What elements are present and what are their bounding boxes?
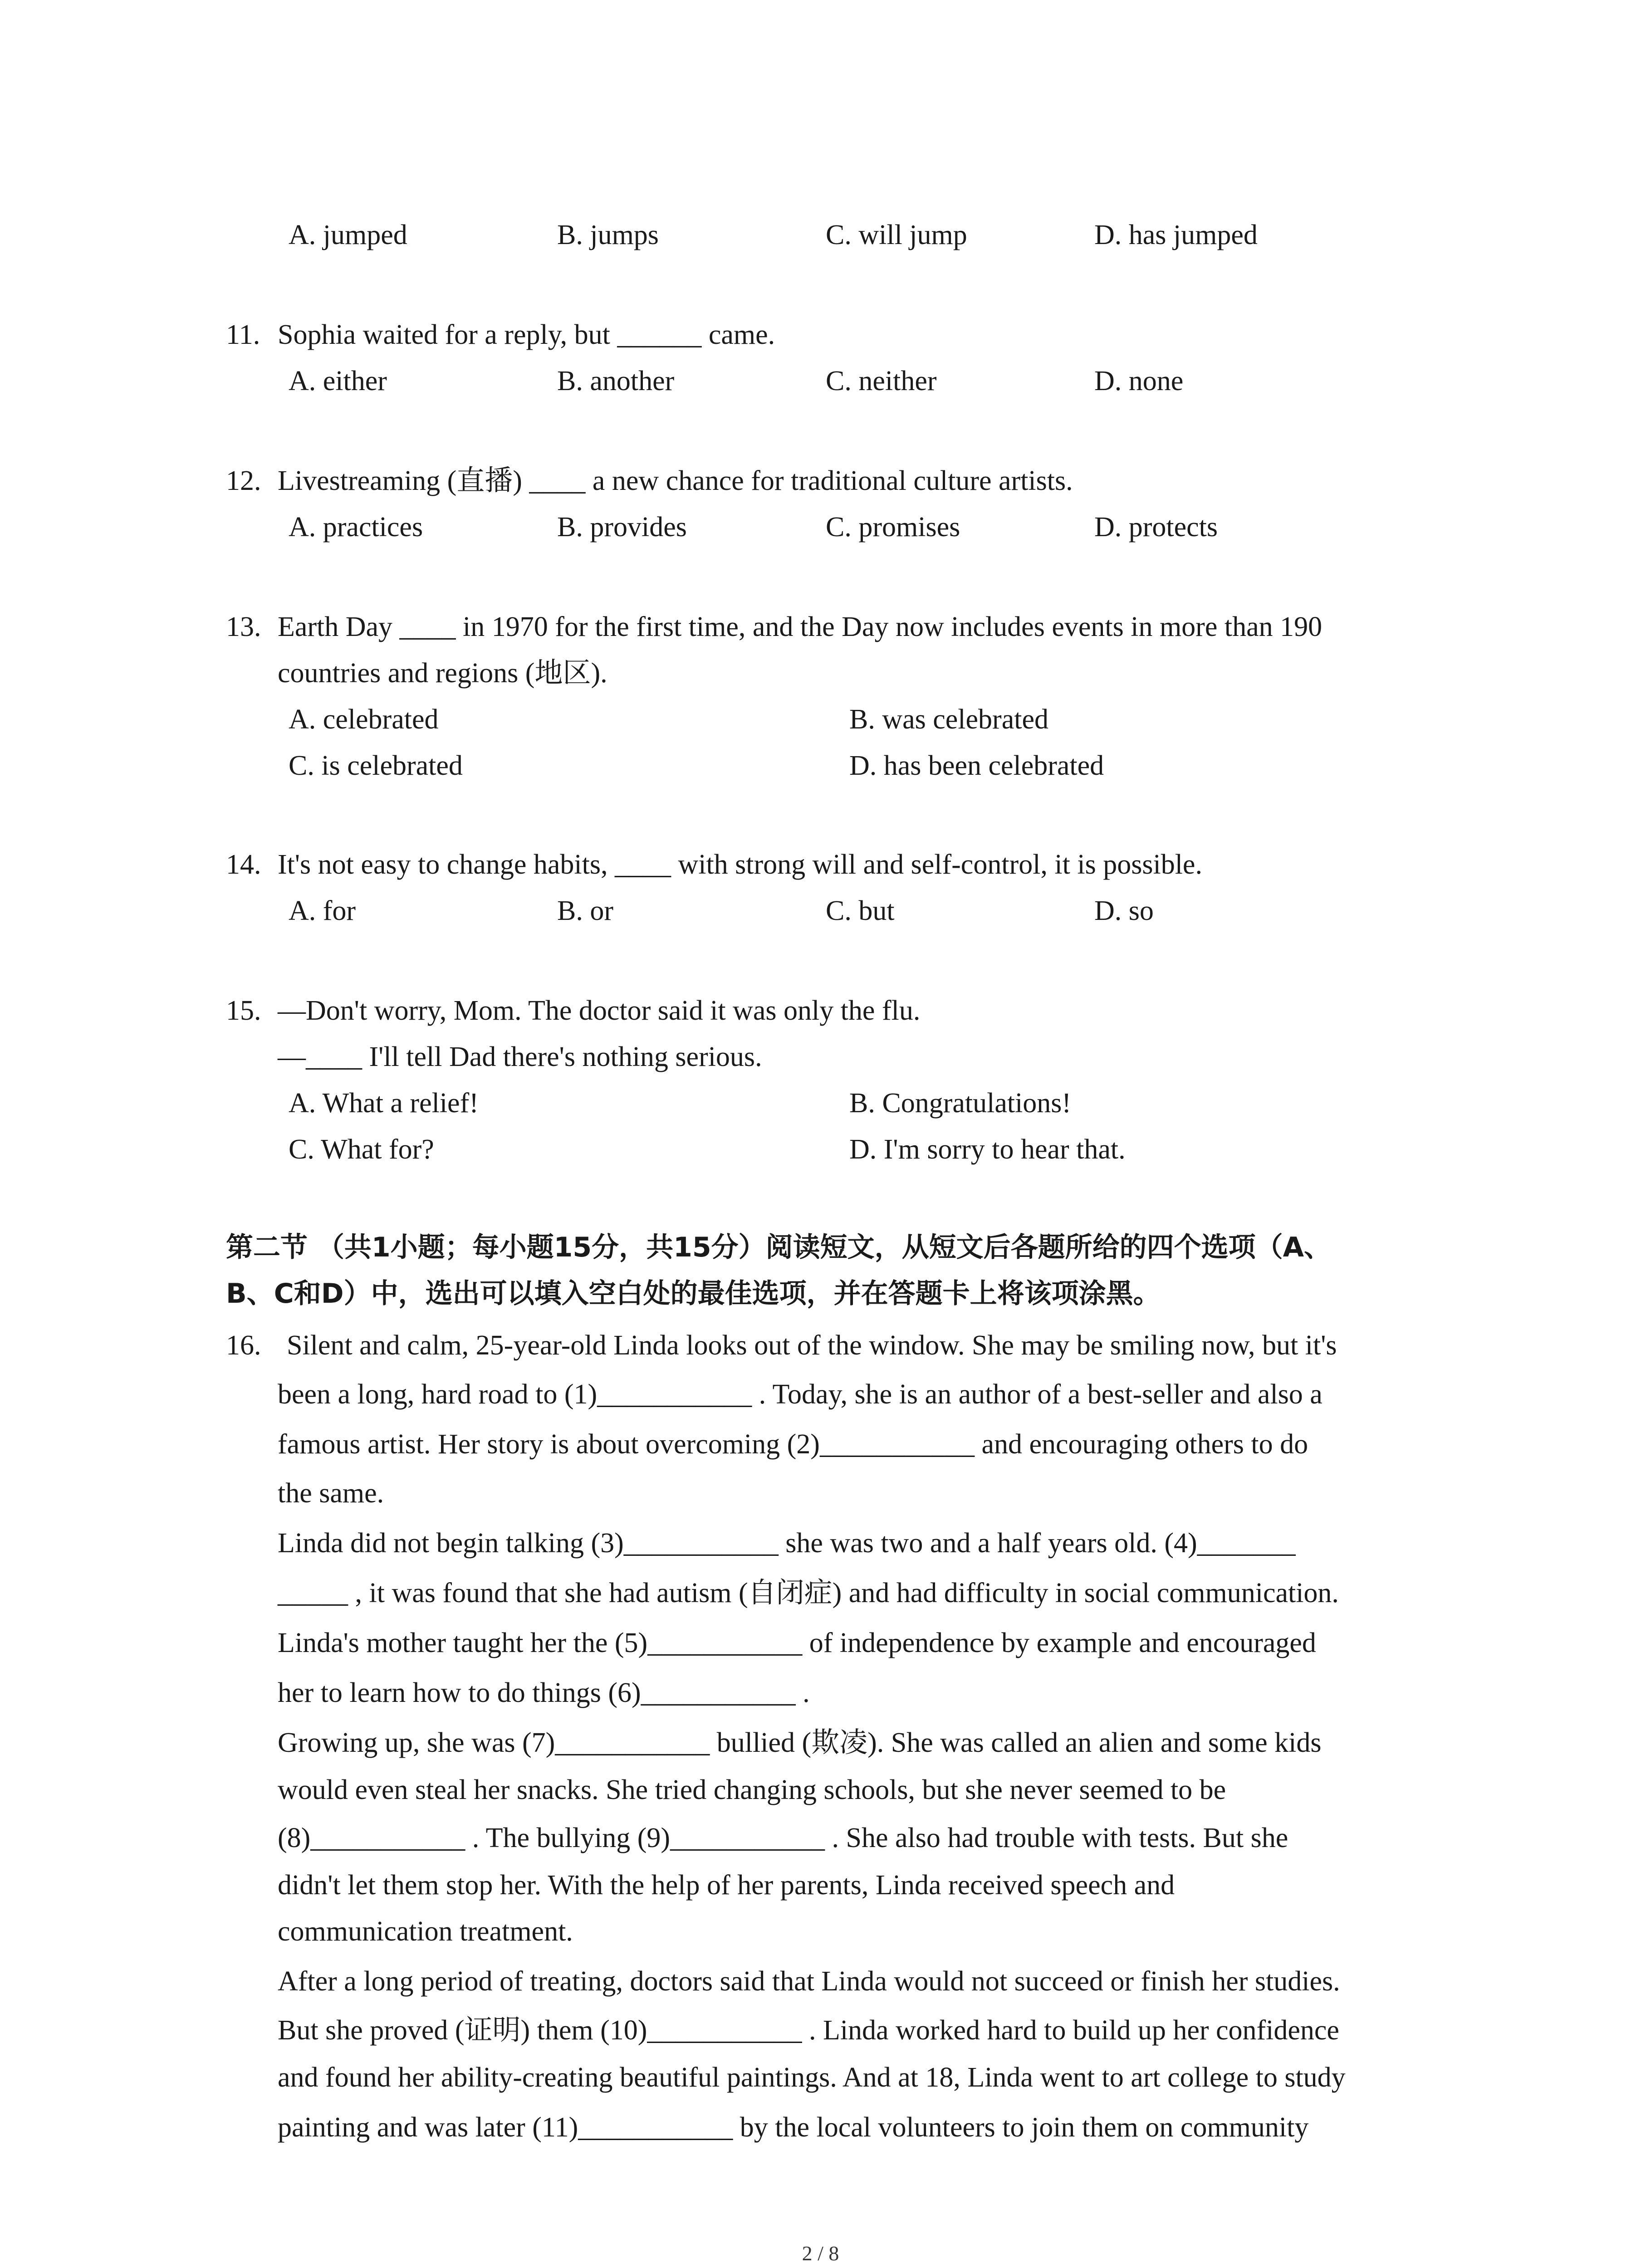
q12-number: 12. [226,465,261,496]
q12-option-b: B. provides [557,512,687,543]
q11-option-d: D. none [1094,366,1184,396]
q16-passage-line: and found her ability-creating beautiful paintings. And at 18, Linda went to art college to study [278,2062,1346,2093]
q16-passage-line: Silent and calm, 25-year-old Linda looks out of the window. She may be smiling now, but it's [287,1330,1337,1361]
q16-passage-line: her to learn how to do things (6)___________ . [278,1677,810,1708]
q16-passage-line: After a long period of treating, doctors said that Linda would not succeed or finish her studies. [278,1966,1340,1997]
q16-passage-line: didn't let them stop her. With the help of her parents, Linda received speech and [278,1870,1175,1901]
q11-option-c: C. neither [826,366,937,396]
page-number: 2 / 8 [802,2242,839,2265]
q14-option-a: A. for [289,895,356,926]
q14-option-b: B. or [557,895,613,926]
q16-passage-line: been a long, hard road to (1)___________ . Today, she is an author of a best-seller and also a [278,1379,1323,1410]
q11-option-b: B. another [557,366,675,396]
q10-option-a: A. jumped [289,220,407,250]
q16-passage-line: the same. [278,1478,384,1509]
q10-option-d: D. has jumped [1094,220,1258,250]
section-2-heading-line-2: B、C和D）中，选出可以填入空白处的最佳选项，并在答题卡上将该项涂黑。 [226,1278,1161,1310]
q10-option-b: B. jumps [557,220,659,250]
q15-stem-line-1: —Don't worry, Mom. The doctor said it was only the flu. [278,995,921,1026]
q16-passage-line: famous artist. Her story is about overcoming (2)___________ and encouraging others to do [278,1429,1308,1460]
q12-option-d: D. protects [1094,512,1218,543]
q15-option-a: A. What a relief! [289,1088,479,1119]
q16-passage-line: painting and was later (11)___________ by the local volunteers to join them on community [278,2112,1309,2143]
q10-option-c: C. will jump [826,220,967,250]
q13-stem-line-1: Earth Day ____ in 1970 for the first time, and the Day now includes events in more than 190 [278,611,1323,642]
q16-passage-line: communication treatment. [278,1916,573,1947]
q16-passage-line: _____ , it was found that she had autism (自闭症) and had difficulty in social communication. [278,1578,1339,1608]
q16-number: 16. [226,1330,261,1361]
q14-option-c: C. but [826,895,895,926]
q13-option-a: A. celebrated [289,704,439,735]
q13-option-d: D. has been celebrated [849,750,1104,781]
q16-passage-line: would even steal her snacks. She tried changing schools, but she never seemed to be [278,1774,1226,1805]
q16-passage-line: Linda's mother taught her the (5)___________ of independence by example and encouraged [278,1628,1316,1658]
q11-option-a: A. either [289,366,387,396]
q15-number: 15. [226,995,261,1026]
q16-passage-line: (8)___________ . The bullying (9)___________ . She also had trouble with tests. But she [278,1823,1288,1853]
q15-option-d: D. I'm sorry to hear that. [849,1134,1126,1165]
q14-stem: It's not easy to change habits, ____ with strong will and self-control, it is possible. [278,849,1202,880]
q14-number: 14. [226,849,261,880]
q11-number: 11. [226,319,260,350]
q13-number: 13. [226,611,261,642]
q15-option-c: C. What for? [289,1134,434,1165]
section-2-heading-line-1: 第二节 （共1小题；每小题15分，共15分）阅读短文，从短文后各题所给的四个选项（A、 [226,1232,1332,1263]
q13-stem-line-2: countries and regions (地区). [278,658,607,689]
q15-stem-line-2: —____ I'll tell Dad there's nothing serious. [278,1041,762,1072]
q16-passage-line: But she proved (证明) them (10)___________ . Linda worked hard to build up her confidence [278,2015,1339,2046]
q16-passage-line: Growing up, she was (7)___________ bullied (欺凌). She was called an alien and some kids [278,1727,1322,1758]
q11-stem: Sophia waited for a reply, but ______ came. [278,319,775,350]
q15-option-b: B. Congratulations! [849,1088,1072,1119]
q13-option-c: C. is celebrated [289,750,463,781]
q12-option-a: A. practices [289,512,423,543]
q12-stem: Livestreaming (直播) ____ a new chance for traditional culture artists. [278,465,1073,496]
q12-option-c: C. promises [826,512,960,543]
q14-option-d: D. so [1094,895,1154,926]
q13-option-b: B. was celebrated [849,704,1048,735]
q16-passage-line: Linda did not begin talking (3)___________ she was two and a half years old. (4)_______ [278,1528,1296,1559]
